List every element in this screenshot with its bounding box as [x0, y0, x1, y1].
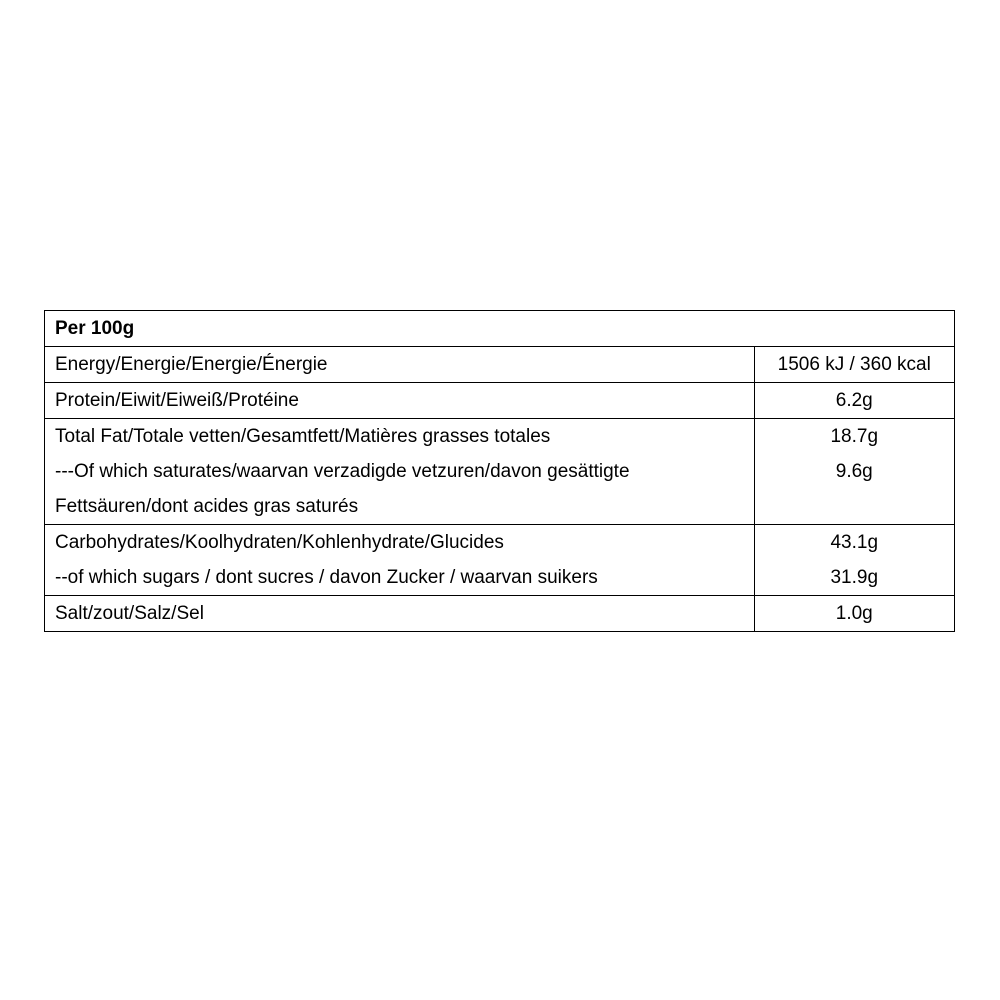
salt-label-cell: [45, 596, 755, 632]
fat-label-cell: [45, 419, 755, 525]
table-header-row: [45, 311, 955, 347]
carbohydrates-value: 43.1g: [830, 532, 879, 553]
fat-value-cell: [754, 419, 955, 525]
carbohydrates-value-cell: [754, 525, 955, 596]
energy-value-cell: [754, 347, 955, 383]
saturates-label-line-2: Fettsäuren/dont acides gras saturés: [55, 496, 359, 517]
saturates-value: 9.6g: [835, 461, 873, 482]
total-fat-value: 18.7g: [830, 426, 879, 447]
carbohydrates-label-cell: [45, 525, 755, 596]
salt-value: 1.0g: [835, 603, 873, 624]
sugars-value: 31.9g: [830, 567, 879, 588]
energy-label-cell: [45, 347, 755, 383]
carbohydrates-label: Carbohydrates/Koolhydraten/Kohlenhydrate/Glucides: [55, 532, 504, 553]
salt-label: Salt/zout/Salz/Sel: [55, 603, 204, 624]
saturates-label-line-1: ---Of which saturates/waarvan verzadigde vetzuren/davon gesättigte: [55, 461, 630, 482]
protein-label: Protein/Eiwit/Eiweiß/Protéine: [55, 390, 299, 411]
protein-value-cell: [754, 383, 955, 419]
protein-value: 6.2g: [835, 390, 873, 411]
table-header: Per 100g: [45, 311, 955, 347]
table-row-fat: [45, 419, 955, 525]
energy-label: Energy/Energie/Energie/Énergie: [55, 354, 328, 375]
salt-value-cell: [754, 596, 955, 632]
sugars-label: --of which sugars / dont sucres / davon Zucker / waarvan suikers: [55, 567, 598, 588]
protein-label-cell: [45, 383, 755, 419]
total-fat-label: Total Fat/Totale vetten/Gesamtfett/Matières grasses totales: [55, 426, 551, 447]
energy-value: 1506 kJ / 360 kcal: [777, 354, 931, 375]
table-row-salt: [45, 596, 955, 632]
table-row-energy: [45, 347, 955, 383]
nutrition-table: [44, 310, 955, 632]
table-row-protein: [45, 383, 955, 419]
table-row-carbohydrates: [45, 525, 955, 596]
